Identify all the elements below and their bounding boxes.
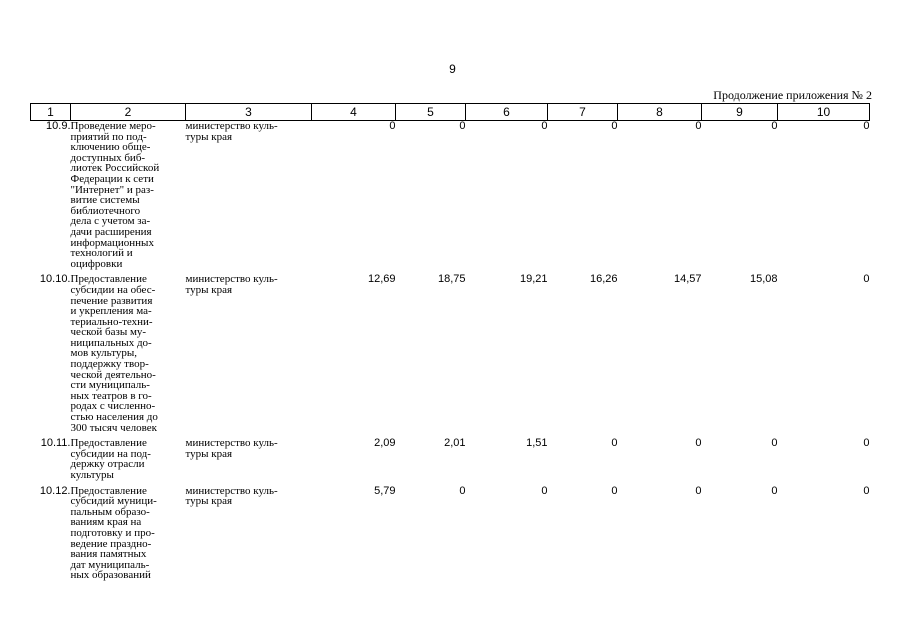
column-header: 4 [312,104,396,121]
row-value: 0 [695,484,702,497]
table-row [31,274,870,438]
row-value: 0 [863,437,870,450]
row-executor: министерство куль- туры края [185,437,278,460]
column-header: 6 [466,104,548,121]
column-header: 5 [396,104,466,121]
table-row [31,486,870,585]
row-code: 10.9. [46,120,71,132]
row-value: 15,08 [749,273,778,286]
row-value: 2,01 [444,437,466,450]
row-value: 1,51 [526,437,548,450]
column-header: 10 [778,104,870,121]
table-header-row [31,104,870,121]
column-header: 1 [31,104,71,121]
column-header: 3 [186,104,312,121]
row-executor: министерство куль- туры края [185,484,278,508]
column-header: 8 [618,104,702,121]
table-row [31,438,870,485]
row-executor: министерство куль- туры края [185,120,278,143]
row-value: 0 [459,120,466,132]
row-value: 0 [541,484,548,497]
row-code: 10.10. [39,273,71,286]
row-value: 0 [611,437,618,450]
row-value: 0 [863,273,870,286]
row-value: 16,26 [589,273,618,286]
row-value: 12,69 [367,273,396,286]
row-value: 19,21 [519,273,548,286]
page-number: 9 [449,62,456,76]
appendix-continuation-note: Продолжение приложения № 2 [713,88,872,102]
row-value: 0 [771,484,778,497]
row-value: 0 [771,437,778,450]
row-value: 0 [695,120,702,132]
row-value: 0 [459,484,466,497]
row-value: 5,79 [374,484,396,497]
row-value: 14,57 [673,273,702,286]
row-value: 0 [611,484,618,497]
table-row [31,121,870,275]
row-activity-name: Предоставление субсидий муници- пальным образо- ваниям края на подготовку и про- ведение праздно- вания памятных дат муниципаль- ных образований [70,484,157,582]
row-activity-name: Предоставление субсидии на обес- печение развития и укрепления ма- териально-техни- ческой базы му- ниципальных до- мов культуры, поддержку твор- ческой деятельно- сти муниципаль- ных театров в го- родах с численно- стью населения до 300 тысяч человек [70,273,158,434]
row-value: 0 [611,120,618,132]
column-header: 2 [71,104,186,121]
row-value: 0 [863,120,870,132]
row-value: 0 [541,120,548,132]
row-activity-name: Проведение меро- приятий по под- ключению обще- доступных биб- лиотек Российской Федерации к сети "Интернет" и раз- витие системы библиотечного дела с учетом за- дачи расширения информационных технологий и оцифровки [70,120,160,270]
column-header: 7 [548,104,618,121]
appendix-table [30,103,870,585]
row-value: 2,09 [374,437,396,450]
row-activity-name: Предоставление субсидии на под- держку отрасли культуры [70,437,151,481]
row-code: 10.12. [39,484,71,497]
row-executor: министерство куль- туры края [185,273,278,296]
row-value: 0 [695,437,702,450]
row-value: 0 [389,120,396,132]
row-value: 18,75 [437,273,466,286]
row-value: 0 [771,120,778,132]
row-value: 0 [863,484,870,497]
row-code: 10.11. [40,437,71,450]
column-header: 9 [702,104,778,121]
